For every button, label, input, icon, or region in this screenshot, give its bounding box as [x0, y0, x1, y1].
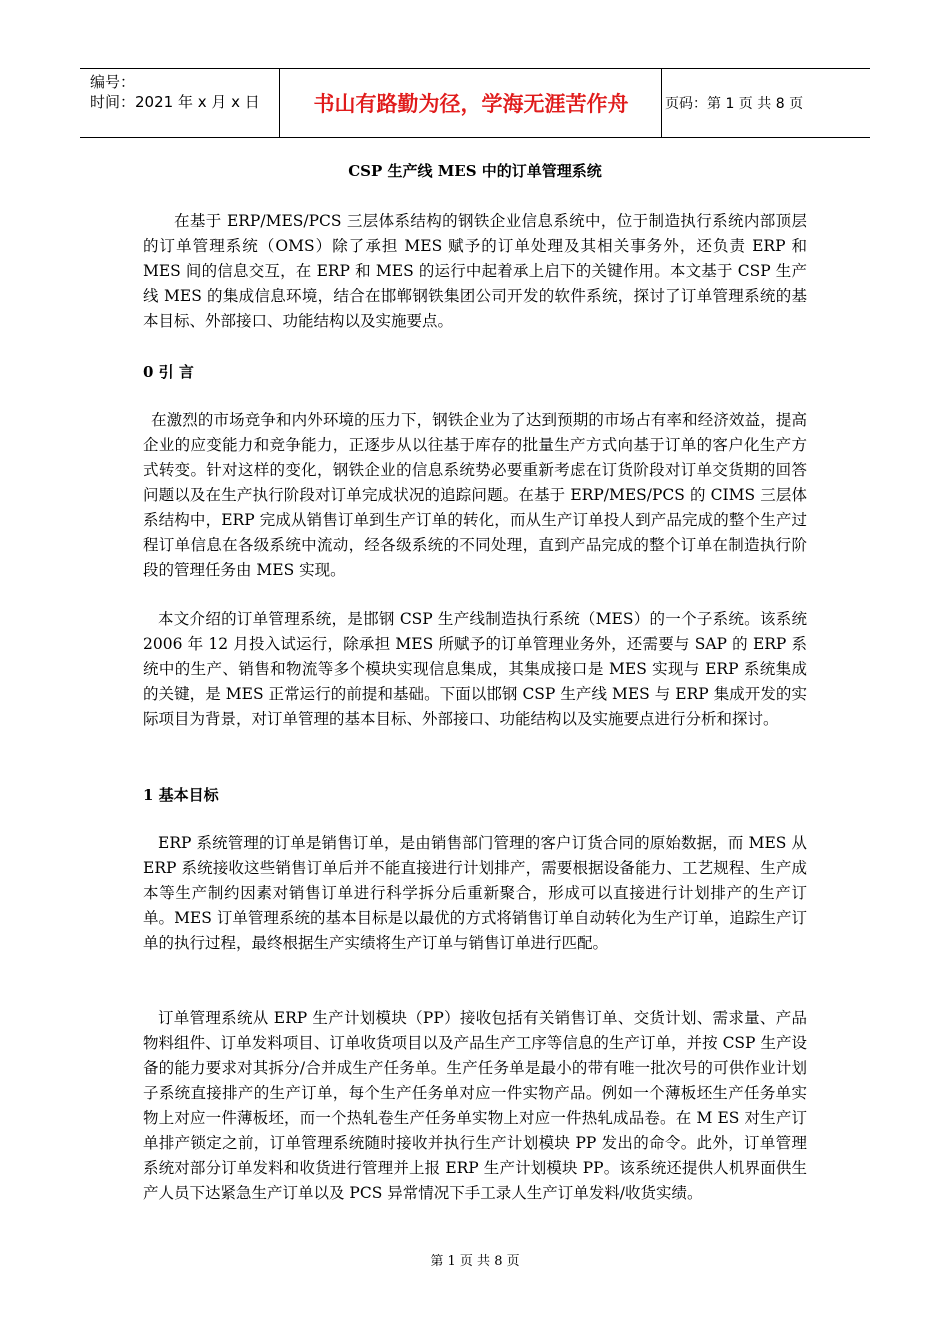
- page-footer: 第 1 页 共 8 页: [430, 1254, 520, 1269]
- section-heading-introduction: 0 引 言: [143, 363, 194, 381]
- document-number-label: 编号：: [90, 73, 136, 91]
- abstract-paragraph: 在基于 ERP/MES/PCS 三层体系结构的钢铁企业信息系统中，位于制造执行系统内部顶层的订单管理系统（OMS）除了承担 MES 赋予的订单处理及其相关事务外，还负责 ERP 和 MES 间的信息交互，在 ERP 和 MES 的运行中起着承上启下的关键作用。本文基于 CSP 生产线 MES 的集成信息环境，结合在邯郸钢铁集团公司开发的软件系统，探讨了订单管理系统的基本目标、外部接口、功能结构以及实施要点。: [143, 212, 807, 330]
- body-paragraph: 订单管理系统从 ERP 生产计划模块（PP）接收包括有关销售订单、交货计划、需求量、产品物料组件、订单发料项目、订单收货项目以及产品生产工序等信息的生产订单，并按 CSP 生产设备的能力要求对其拆分/合并成生产任务单。生产任务单是最小的带有唯一批次号的可供作业计划子系统直接排产的生产订单，每个生产任务单对应一件实物产品。例如一个薄板坯生产任务单实物上对应一件薄板坯，而一个热轧卷生产任务单实物上对应一件热轧成品卷。在 M ES 对生产订单排产锁定之前，订单管理系统随时接收并执行生产计划模块 PP 发出的命令。此外，订单管理系统对部分订单发料和收货进行管理并上报 ERP 生产计划模块 PP。该系统还提供人机界面供生产人员下达紧急生产订单以及 PCS 异常情况下手工录人生产订单发料/收货实绩。: [143, 1009, 807, 1202]
- header-divider: [279, 69, 280, 137]
- document-date: 时间：2021 年 x 月 x 日: [90, 93, 260, 111]
- header-divider: [661, 69, 662, 137]
- page-header: [80, 68, 870, 138]
- section-heading-goals: 1 基本目标: [143, 786, 219, 804]
- header-page-info: 页码：第 1 页 共 8 页: [665, 96, 804, 112]
- body-paragraph: 在激烈的市场竞争和内外环境的压力下，钢铁企业为了达到预期的市场占有率和经济效益，提高企业的应变能力和竞争能力，正逐步从以往基于库存的批量生产方式向基于订单的客户化生产方式转变。针对这样的变化，钢铁企业的信息系统势必要重新考虑在订货阶段对订单交货期的回答问题以及在生产执行阶段对订单完成状况的追踪问题。在基于 ERP/MES/PCS 的 CIMS 三层体系结构中，ERP 完成从销售订单到生产订单的转化，而从生产订单投人到产品完成的整个生产过程订单信息在各级系统中流动，经各级系统的不同处理，直到产品完成的整个订单在制造执行阶段的管理任务由 MES 实现。: [143, 411, 807, 579]
- header-meta: [90, 72, 260, 112]
- document-title: CSP 生产线 MES 中的订单管理系统: [348, 162, 602, 180]
- header-motto: 书山有路勤为径，学海无涯苦作舟: [313, 92, 629, 116]
- body-paragraph: 本文介绍的订单管理系统，是邯钢 CSP 生产线制造执行系统（MES）的一个子系统。该系统 2006 年 12 月投入试运行，除承担 MES 所赋予的订单管理业务外，还需要与 SAP 的 ERP 系统中的生产、销售和物流等多个模块实现信息集成，其集成接口是 MES 实现与 ERP 系统集成的关键，是 MES 正常运行的前提和基础。下面以邯钢 CSP 生产线 MES 与 ERP 集成开发的实际项目为背景，对订单管理的基本目标、外部接口、功能结构以及实施要点进行分析和探讨。: [143, 610, 807, 728]
- body-paragraph: ERP 系统管理的订单是销售订单，是由销售部门管理的客户订货合同的原始数据，而 MES 从 ERP 系统接收这些销售订单后并不能直接进行计划排产，需要根据设备能力、工艺规程、生产成本等生产制约因素对销售订单进行科学拆分后重新聚合，形成可以直接进行计划排产的生产订单。MES 订单管理系统的基本目标是以最优的方式将销售订单自动转化为生产订单，追踪生产订单的执行过程，最终根据生产实绩将生产订单与销售订单进行匹配。: [143, 834, 807, 952]
